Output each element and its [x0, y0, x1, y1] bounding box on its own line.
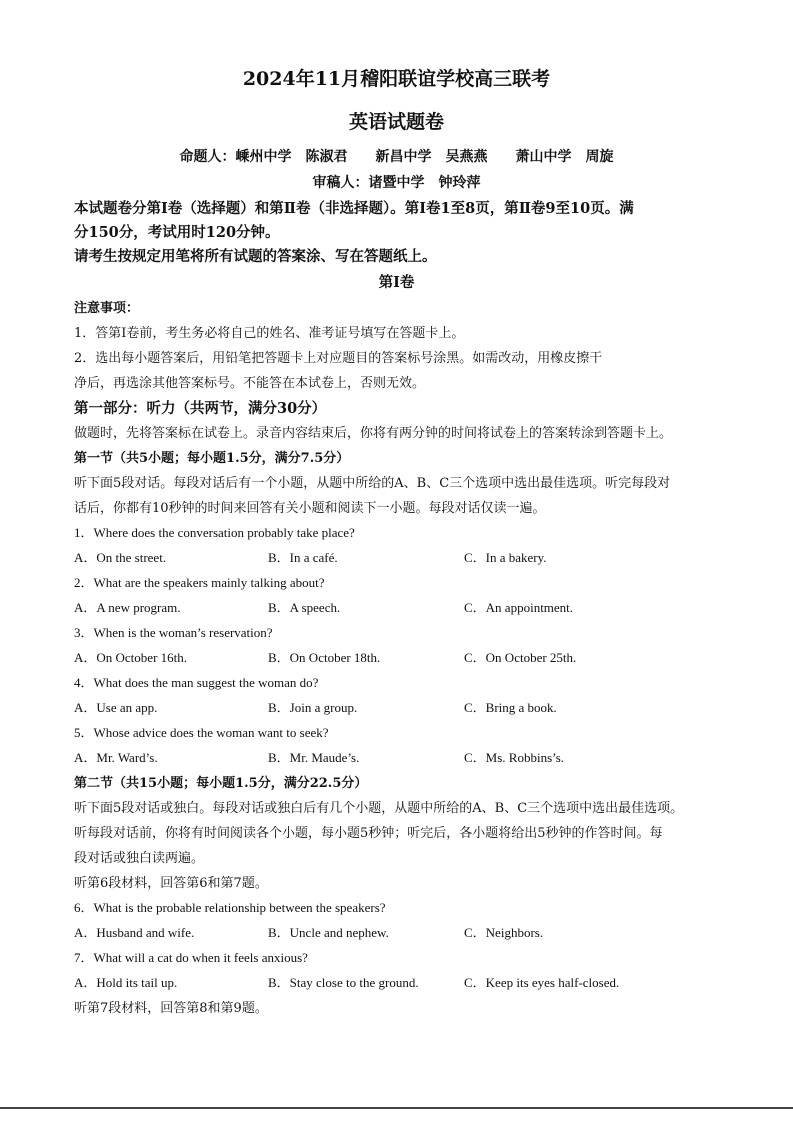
- option-1b: B．In a café.: [268, 550, 338, 565]
- question-3: 3．When is the woman’s reservation?: [74, 625, 273, 640]
- reviewer-line: 审稿人：诸暨中学 钟玲萍: [312, 175, 481, 191]
- question-4: 4．What does the man suggest the woman do?: [74, 675, 319, 690]
- option-6a: A．Husband and wife.: [74, 925, 195, 940]
- option-4b: B．Join a group.: [268, 700, 358, 715]
- material-7-note: 听第7段材料，回答第8和第9题。: [74, 1001, 268, 1016]
- exam-subtitle: 英语试题卷: [348, 111, 444, 133]
- question-7: 7．What will a cat do when it feels anxious?: [74, 950, 308, 965]
- option-6c: C．Neighbors.: [464, 925, 544, 940]
- option-4a: A．Use an app.: [74, 700, 158, 715]
- section1-instruction-1: 听下面5段对话。每段对话后有一个小题，从题中所给的A、B、C三个选项中选出最佳选项。听完每段对: [74, 476, 671, 491]
- bottom-rule: [0, 1107, 793, 1109]
- option-7a: A．Hold its tail up.: [74, 975, 178, 990]
- part1-heading: 第一部分：听力（共两节，满分30分）: [74, 400, 327, 417]
- option-3b: B．On October 18th.: [268, 650, 381, 665]
- intro-line-3: 请考生按规定用笔将所有试题的答案涂、写在答题纸上。: [74, 248, 437, 265]
- notes-heading: 注意事项：: [74, 301, 140, 316]
- option-4c: C．Bring a book.: [464, 700, 557, 715]
- option-2c: C．An appointment.: [464, 600, 574, 615]
- option-1a: A．On the street.: [74, 550, 167, 565]
- intro-line-1: 本试题卷分第Ⅰ卷（选择题）和第Ⅱ卷（非选择题）。第Ⅰ卷1至8页，第Ⅱ卷9至10页。满: [74, 200, 634, 217]
- option-5a: A．Mr. Ward’s.: [74, 750, 158, 765]
- authors-line: 命题人：嵊州中学 陈淑君 新昌中学 吴燕燕 萧山中学 周旋: [179, 149, 614, 165]
- question-2: 2．What are the speakers mainly talking about?: [74, 575, 325, 590]
- notes-item-1: 1．答第Ⅰ卷前，考生务必将自己的姓名、准考证号填写在答题卡上。: [74, 326, 465, 341]
- section1-instruction-2: 话后，你都有10秒钟的时间来回答有关小题和阅读下一小题。每段对话仅读一遍。: [74, 501, 546, 516]
- part1-instruction: 做题时，先将答案标在试卷上。录音内容结束后，你将有两分钟的时间将试卷上的答案转涂到答题卡上。: [74, 426, 673, 441]
- option-1c: C．In a bakery.: [464, 550, 547, 565]
- notes-item-2a: 2．选出每小题答案后，用铅笔把答题卡上对应题目的答案标号涂黑。如需改动，用橡皮擦干: [74, 351, 603, 366]
- section2-instruction-3: 段对话或独白读两遍。: [74, 851, 205, 866]
- question-1: 1．Where does the conversation probably take place?: [74, 525, 355, 540]
- volume-heading: 第Ⅰ卷: [378, 274, 415, 291]
- option-3a: A．On October 16th.: [74, 650, 188, 665]
- question-6: 6．What is the probable relationship between the speakers?: [74, 900, 386, 915]
- section2-instruction-2: 听每段对话前，你将有时间阅读各个小题，每小题5秒钟；听完后，各小题将给出5秒钟的作答时间。每: [74, 826, 663, 841]
- option-5b: B．Mr. Maude’s.: [268, 750, 360, 765]
- material-6-note: 听第6段材料，回答第6和第7题。: [74, 876, 268, 891]
- option-2a: A．A new program.: [74, 600, 181, 615]
- option-6b: B．Uncle and nephew.: [268, 925, 389, 940]
- option-5c: C．Ms. Robbins’s.: [464, 750, 565, 765]
- option-2b: B．A speech.: [268, 600, 341, 615]
- question-5: 5．Whose advice does the woman want to seek?: [74, 725, 329, 740]
- section2-heading: 第二节（共15小题；每小题1.5分，满分22.5分）: [74, 776, 368, 791]
- exam-title: 2024年11月稽阳联谊学校高三联考: [242, 68, 551, 90]
- option-7b: B．Stay close to the ground.: [268, 975, 419, 990]
- notes-item-2b: 净后，再选涂其他答案标号。不能答在本试卷上，否则无效。: [74, 376, 426, 391]
- option-3c: C．On October 25th.: [464, 650, 577, 665]
- section2-instruction-1: 听下面5段对话或独白。每段对话或独白后有几个小题，从题中所给的A、B、C三个选项中选出最佳选项。: [74, 801, 684, 816]
- section1-heading: 第一节（共5小题；每小题1.5分，满分7.5分）: [74, 451, 350, 466]
- option-7c: C．Keep its eyes half-closed.: [464, 975, 620, 990]
- intro-line-2: 分150分，考试用时120分钟。: [74, 224, 280, 241]
